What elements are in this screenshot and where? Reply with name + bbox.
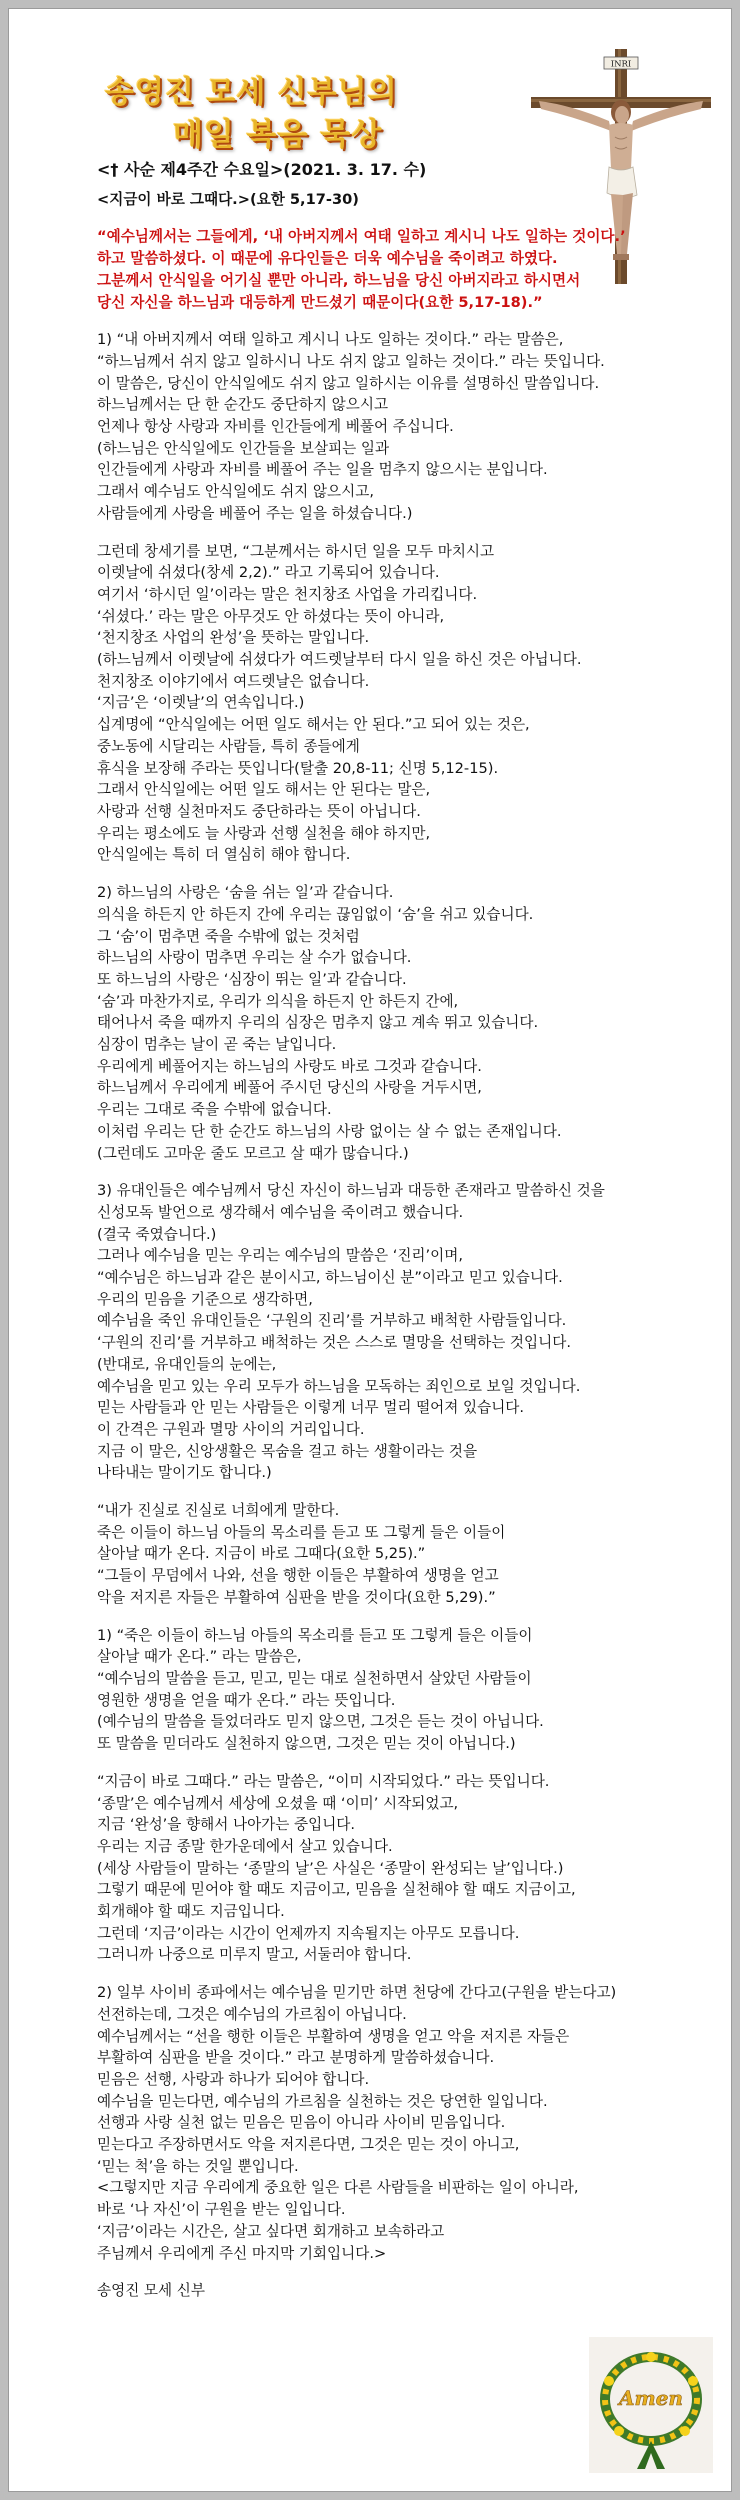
paragraph-3	[97, 882, 697, 1164]
amen-text: Amen	[619, 2386, 683, 2410]
text-line: 우리는 그대로 죽을 수밖에 없습니다.	[97, 1101, 332, 1119]
text-line: 선전하는데, 그것은 예수님의 가르침이 아닙니다.	[97, 2005, 407, 2023]
text-line: (세상 사람들이 말하는 ‘종말의 날’은 사실은 ‘종말이 완성되는 날’입니다.)	[97, 1859, 564, 1877]
text-line: ‘지금’은 ‘이렛날’의 연속입니다.)	[97, 694, 305, 712]
gospel-quote-line: 당신 자신을 하느님과 대등하게 만드셨기 때문이다(요한 5,17-18).”	[97, 293, 543, 311]
text-line: (반대로, 유대인들의 눈에는,	[97, 1355, 277, 1373]
text-line: 또 말씀을 믿더라도 실천하지 않으면, 그것은 믿는 것이 아닙니다.)	[97, 1735, 516, 1753]
text-line: 하느님께서는 단 한 순간도 중단하지 않으시고	[97, 396, 389, 414]
text-line: 이 간격은 구원과 멸망 사이의 거리입니다.	[97, 1420, 365, 1438]
text-line: “지금이 바로 그때다.” 라는 말씀은, “이미 시작되었다.” 라는 뜻입니다.	[97, 1772, 550, 1790]
text-line: 그렇기 때문에 믿어야 할 때도 지금이고, 믿음을 실천해야 할 때도 지금이고,	[97, 1881, 576, 1899]
text-line: 우리는 지금 종말 한가운데에서 살고 있습니다.	[97, 1837, 393, 1855]
text-line: 우리에게 베풀어지는 하느님의 사랑도 바로 그것과 같습니다.	[97, 1057, 482, 1075]
paragraph-4	[97, 1180, 697, 1484]
text-line: 그러니까 나중으로 미루지 말고, 서둘러야 합니다.	[97, 1946, 412, 1964]
text-line: 예수님을 죽인 유대인들은 ‘구원의 진리’를 거부하고 배척한 사람들입니다.	[97, 1312, 567, 1330]
liturgical-date: <† 사순 제4주간 수요일>(2021. 3. 17. 수)	[97, 160, 427, 179]
paragraph-5	[97, 1500, 697, 1609]
text-line: 우리의 믿음을 기준으로 생각하면,	[97, 1290, 313, 1308]
gospel-quote	[97, 226, 697, 313]
text-line: 그래서 예수님도 안식일에도 쉬지 않으시고,	[97, 483, 374, 501]
text-line: 그러나 예수님을 믿는 우리는 예수님의 말씀은 ‘진리’이며,	[97, 1247, 463, 1265]
text-line: 안식일에는 특히 더 열심히 해야 합니다.	[97, 846, 351, 864]
text-line: 지금 이 말은, 신앙생활은 목숨을 걸고 하는 생활이라는 것을	[97, 1442, 478, 1460]
gospel-quote-line: “예수님께서는 그들에게, ‘내 아버지께서 여태 일하고 계시니 나도 일하는 것이다.’	[97, 228, 626, 246]
text-line: 하느님의 사랑이 멈추면 우리는 살 수가 없습니다.	[97, 949, 412, 967]
text-line: 지금 ‘완성’을 향해서 나아가는 중입니다.	[97, 1816, 356, 1834]
banner-title-line2: 매일 복음 묵상	[173, 117, 383, 153]
text-line: 사람들에게 사랑을 베풀어 주는 일을 하셨습니다.)	[97, 504, 413, 522]
page	[8, 8, 732, 2492]
text-line: 선행과 사랑 실천 없는 믿음은 믿음이 아니라 사이비 믿음입니다.	[97, 2114, 506, 2132]
text-line: 의식을 하든지 안 하든지 간에 우리는 끊임없이 ‘숨’을 쉬고 있습니다.	[97, 905, 534, 923]
text-line: 살아날 때가 온다.” 라는 말씀은,	[97, 1648, 302, 1666]
text-line: 그 ‘숨’이 멈추면 죽을 수밖에 없는 것처럼	[97, 927, 360, 945]
title-banner	[89, 37, 499, 157]
text-line: 휴식을 보장해 주라는 뜻입니다(탈출 20,8-11; 신명 5,12-15).	[97, 759, 499, 777]
text-line: 천지창조 이야기에서 여드렛날은 없습니다.	[97, 672, 370, 690]
inri-plaque: INRI	[610, 59, 632, 70]
text-line: 중노동에 시달리는 사람들, 특히 종들에게	[97, 737, 360, 755]
paragraph-8	[97, 1982, 697, 2264]
text-line: 이처럼 우리는 단 한 순간도 하느님의 사랑 없이는 살 수 없는 존재입니다.	[97, 1122, 562, 1140]
text-line: 영원한 생명을 얻을 때가 온다.” 라는 뜻입니다.	[97, 1691, 396, 1709]
text-line: 나타내는 말이기도 합니다.)	[97, 1464, 272, 1482]
text-line: (그런데도 고마운 줄도 모르고 살 때가 많습니다.)	[97, 1144, 409, 1162]
text-line: 1) “죽은 이들이 하느님 아들의 목소리를 듣고 또 그렇게 들은 이들이	[97, 1626, 533, 1644]
text-line: 신성모독 발언으로 생각해서 예수님을 죽이려고 했습니다.	[97, 1203, 464, 1221]
text-line: 이 말씀은, 당신이 안식일에도 쉬지 않고 일하시는 이유를 설명하신 말씀입니다.	[97, 374, 600, 392]
text-line: “하느님께서 쉬지 않고 일하시니 나도 쉬지 않고 일하는 것이다.” 라는 뜻입니다.	[97, 352, 605, 370]
gospel-subtitle: <지금이 바로 그때다.>(요한 5,17-30)	[97, 190, 359, 208]
text-line: 예수님께서는 “선을 행한 이들은 부활하여 생명을 얻고 악을 저지른 자들은	[97, 2027, 570, 2045]
paragraph-1	[97, 329, 697, 524]
paragraph-2	[97, 541, 697, 867]
text-line: 또 하느님의 사랑은 ‘심장이 뛰는 일’과 같습니다.	[97, 970, 407, 988]
gospel-quote-line: 그분께서 안식일을 어기실 뿐만 아니라, 하느님을 당신 아버지라고 하시면서	[97, 271, 581, 289]
text-line: 심장이 멈추는 날이 곧 죽는 날입니다.	[97, 1036, 337, 1054]
text-line: 언제나 항상 사랑과 자비를 인간들에게 베풀어 주십니다.	[97, 418, 454, 436]
text-line: (하느님께서 이렛날에 쉬셨다가 여드렛날부터 다시 일을 하신 것은 아닙니다.	[97, 651, 582, 669]
text-line: 부활하여 심판을 받을 것이다.” 라고 분명하게 말씀하셨습니다.	[97, 2049, 495, 2067]
text-line: ‘쉬셨다.’ 라는 말은 아무것도 안 하셨다는 뜻이 아니라,	[97, 607, 445, 625]
text-line: ‘종말’은 예수님께서 세상에 오셨을 때 ‘이미’ 시작되었고,	[97, 1794, 459, 1812]
author-signature: 송영진 모세 신부	[97, 2282, 205, 2300]
text-line: ‘구원의 진리’를 거부하고 배척하는 것은 스스로 멸망을 선택하는 것입니다.	[97, 1334, 571, 1352]
text-line: 3) 유대인들은 예수님께서 당신 자신이 하느님과 대등한 존재라고 말씀하신 것을	[97, 1182, 605, 1200]
text-line: <그렇지만 지금 우리에게 중요한 일은 다른 사람들을 비판하는 일이 아니라,	[97, 2179, 579, 2197]
text-line: 믿음은 선행, 사랑과 하나가 되어야 합니다.	[97, 2070, 370, 2088]
paragraph-6	[97, 1625, 697, 1755]
gospel-quote-line: 하고 말씀하셨다. 이 때문에 유다인들은 더욱 예수님을 죽이려고 하였다.	[97, 250, 558, 268]
text-line: 태어나서 죽을 때까지 우리의 심장은 멈추지 않고 계속 뛰고 있습니다.	[97, 1014, 539, 1032]
text-line: 그래서 안식일에는 어떤 일도 해서는 안 된다는 말은,	[97, 781, 431, 799]
text-line: 십계명에 “안식일에는 어떤 일도 해서는 안 된다.”고 되어 있는 것은,	[97, 716, 530, 734]
text-line: “내가 진실로 진실로 너희에게 말한다.	[97, 1502, 340, 1520]
text-line: 그런데 ‘지금’이라는 시간이 언제까지 지속될지는 아무도 모릅니다.	[97, 1924, 520, 1942]
text-line: 예수님을 믿는다면, 예수님의 가르침을 실천하는 것은 당연한 일입니다.	[97, 2092, 548, 2110]
text-line: “예수님은 하느님과 같은 분이시고, 하느님이신 분”이라고 믿고 있습니다.	[97, 1269, 563, 1287]
text-line: 여기서 ‘하시던 일’이라는 말은 천지창조 사업을 가리킵니다.	[97, 585, 478, 603]
text-line: (결국 죽였습니다.)	[97, 1225, 217, 1243]
text-line: 2) 하느님의 사랑은 ‘숨을 쉬는 일’과 같습니다.	[97, 884, 394, 902]
text-line: 죽은 이들이 하느님 아들의 목소리를 듣고 또 그렇게 들은 이들이	[97, 1523, 506, 1541]
text-line: (예수님의 말씀을 들었더라도 믿지 않으면, 그것은 듣는 것이 아닙니다.	[97, 1713, 544, 1731]
text-line: 그런데 창세기를 보면, “그분께서는 하시던 일을 모두 마치시고	[97, 542, 495, 560]
text-line: (하느님은 안식일에도 인간들을 보살피는 일과	[97, 439, 390, 457]
meditation-text	[97, 159, 697, 2302]
text-line: 회개해야 할 때도 지금입니다.	[97, 1903, 285, 1921]
text-line: 우리는 평소에도 늘 사랑과 선행 실천을 해야 하지만,	[97, 824, 431, 842]
text-line: 2) 일부 사이비 종파에서는 예수님을 믿기만 하면 천당에 간다고(구원을 받는다고)	[97, 1984, 617, 2002]
text-line: 이렛날에 쉬셨다(창세 2,2).” 라고 기록되어 있습니다.	[97, 564, 440, 582]
text-line: ‘지금’이라는 시간은, 살고 싶다면 회개하고 보속하라고	[97, 2222, 445, 2240]
text-line: ‘숨’과 마찬가지로, 우리가 의식을 하든지 안 하든지 간에,	[97, 992, 459, 1010]
text-line: “예수님의 말씀을 듣고, 믿고, 믿는 대로 실천하면서 살았던 사람들이	[97, 1670, 532, 1687]
text-line: 살아날 때가 온다. 지금이 바로 그때다(요한 5,25).”	[97, 1545, 426, 1563]
paragraph-7	[97, 1771, 697, 1966]
text-line: 인간들에게 사랑과 자비를 베풀어 주는 일을 멈추지 않으시는 분입니다.	[97, 461, 548, 479]
banner-title-line1: 송영진 모세 신부님의	[105, 75, 398, 110]
text-line: 바로 ‘나 자신’이 구원을 받는 일입니다.	[97, 2201, 346, 2219]
text-line: 주님께서 우리에게 주신 마지막 기회입니다.>	[97, 2244, 387, 2262]
text-line: ‘천지창조 사업의 완성’을 뜻하는 말입니다.	[97, 629, 370, 647]
text-line: 예수님을 믿고 있는 우리 모두가 하느님을 모독하는 죄인으로 보일 것입니다.	[97, 1377, 581, 1395]
text-line: 사랑과 선행 실천마저도 중단하라는 뜻이 아닙니다.	[97, 802, 421, 820]
text-line: ‘믿는 척’을 하는 것일 뿐입니다.	[97, 2157, 299, 2175]
text-line: 악을 저지른 자들은 부활하여 심판을 받을 것이다(요한 5,29).”	[97, 1588, 496, 1606]
text-line: 하느님께서 우리에게 베풀어 주시던 당신의 사랑을 거두시면,	[97, 1079, 482, 1097]
text-line: 1) “내 아버지께서 여태 일하고 계시니 나도 일하는 것이다.” 라는 말씀은,	[97, 331, 564, 349]
amen-wreath-image	[589, 2337, 713, 2473]
text-line: “그들이 무덤에서 나와, 선을 행한 이들은 부활하여 생명을 얻고	[97, 1567, 499, 1585]
text-line: 믿는 사람들과 안 믿는 사람들은 이렇게 너무 멀리 떨어져 있습니다.	[97, 1399, 525, 1417]
text-line: 믿는다고 주장하면서도 악을 저지른다면, 그것은 믿는 것이 아니고,	[97, 2136, 520, 2154]
